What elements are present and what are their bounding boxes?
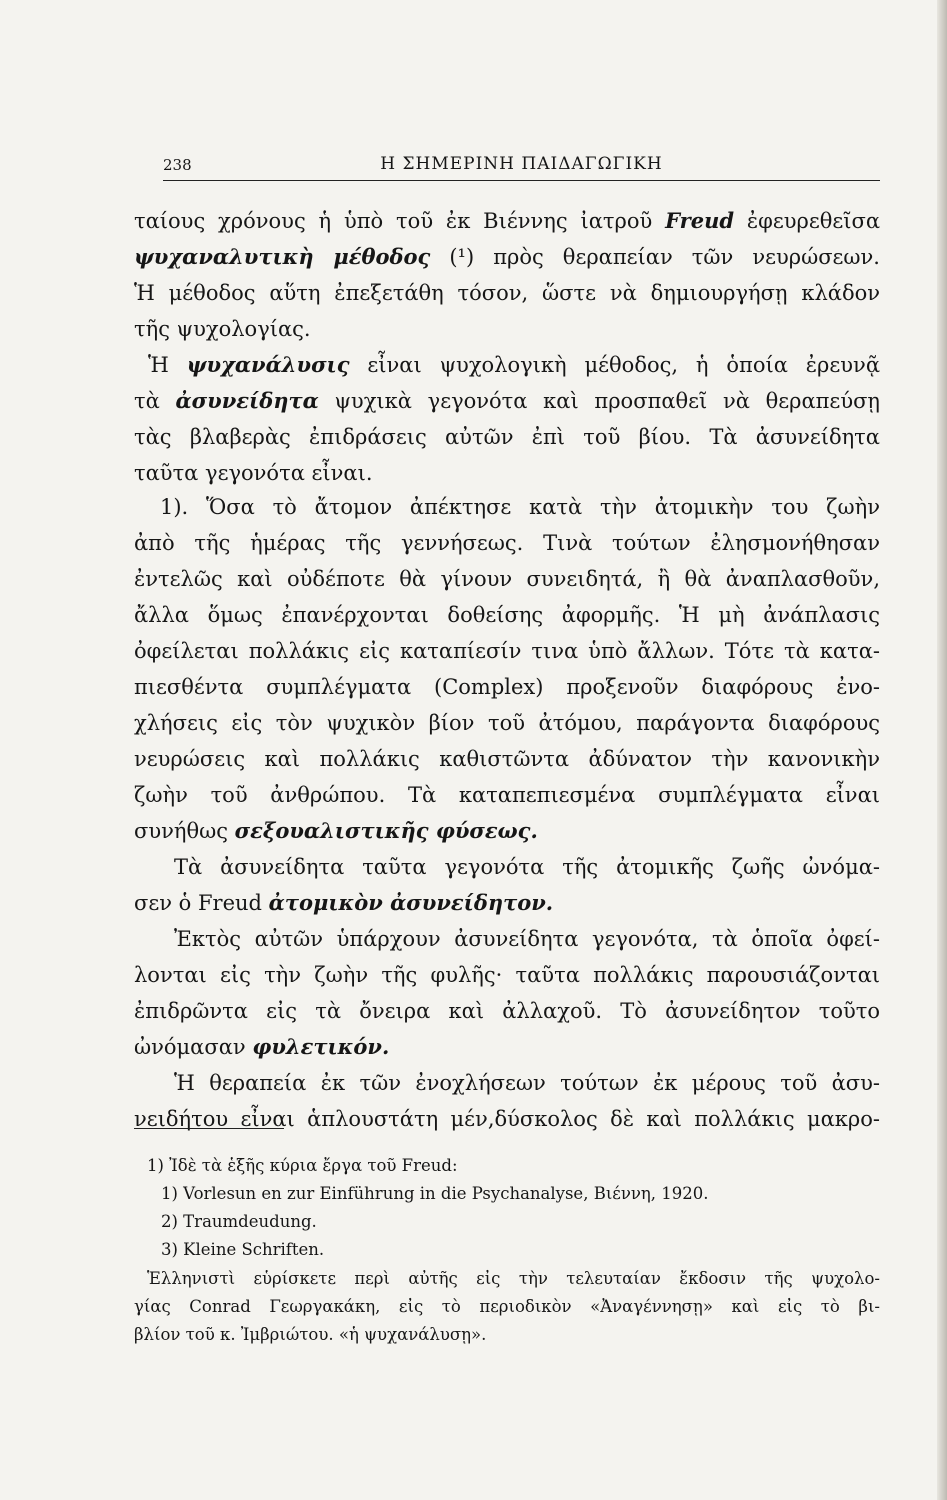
emphasis-run: σεξουαλιστικῆς φύσεως.: [234, 818, 538, 843]
text-run: σεν ὁ Freud: [134, 891, 269, 915]
emphasis-run: ἀτομικὸν ἀσυνείδητον.: [268, 890, 554, 915]
text-line: ἐπιδρῶντα εἰς τὰ ὄνειρα καὶ ἀλλαχοῦ. Τὸ ἀσυνείδητον τοῦτο: [134, 999, 880, 1023]
emphasis-run: ψυχανάλυσις: [186, 352, 350, 377]
text-line: [134, 888, 880, 918]
emphasis-run: ψυχαναλυτικὴ μέθοδος: [134, 244, 431, 269]
emphasis-run: Freud: [665, 208, 735, 233]
text-line: πιεσθέντα συμπλέγματα (Complex) προξενοῦν διαφόρους ἐνο-: [134, 675, 880, 699]
text-line: ἀπὸ τῆς ἡμέρας τῆς γεννήσεως. Τινὰ τούτων ἐλησμονήθησαν: [134, 531, 880, 555]
footnote-divider: [134, 1128, 284, 1129]
footnote-line: 3) Kleine Schriften.: [161, 1240, 325, 1259]
text-line: [134, 242, 880, 272]
text-line: Ἡ μέθοδος αὕτη ἐπεξετάθη τόσον, ὥστε νὰ δημιουργήσῃ κλάδον: [134, 281, 880, 305]
footnote-line: Ἑλληνιστὶ εὑρίσκετε περὶ αὐτῆς εἰς τὴν τελευταίαν ἔκδοσιν τῆς ψυχολο-: [147, 1269, 880, 1288]
text-line: [148, 350, 880, 380]
text-line: Ἐκτὸς αὐτῶν ὑπάρχουν ἀσυνείδητα γεγονότα, τὰ ὁποῖα ὀφεί-: [174, 927, 880, 951]
text-line: τῆς ψυχολογίας.: [134, 317, 311, 341]
text-line: χλήσεις εἰς τὸν ψυχικὸν βίον τοῦ ἀτόμου, παράγοντα διαφόρους: [134, 711, 880, 735]
text-line: ταῦτα γεγονότα εἶναι.: [134, 461, 373, 485]
text-run: ψυχικὰ γεγονότα καὶ προσπαθεῖ νὰ θεραπεύσῃ: [318, 389, 880, 413]
text-run: ταίους χρόνους ἡ ὑπὸ τοῦ ἐκ Βιέννης ἰατροῦ: [134, 209, 666, 233]
text-run: Ἡ: [148, 353, 187, 377]
text-line: Ἡ θεραπεία ἐκ τῶν ἐνοχλήσεων τούτων ἐκ μέρους τοῦ ἀσυ-: [174, 1071, 880, 1095]
text-line: Τὰ ἀσυνείδητα ταῦτα γεγονότα τῆς ἀτομικῆς ζωῆς ὠνόμα-: [174, 855, 880, 879]
text-line: λονται εἰς τὴν ζωὴν τῆς φυλῆς· ταῦτα πολλάκις παρουσιάζονται: [134, 963, 880, 987]
footnote-line: γίας Conrad Γεωργακάκη, εἰς τὸ περιοδικὸν «Ἀναγέννησῃ» καὶ εἰς τὸ βι-: [134, 1297, 880, 1316]
text-run: εἶναι ψυχολογικὴ μέθοδος, ἡ ὁποία ἐρευνᾷ: [349, 353, 880, 377]
text-line: [134, 1032, 880, 1062]
text-line: [134, 386, 880, 416]
running-header: [163, 154, 880, 181]
footnote-line: 1) Ἰδὲ τὰ ἑξῆς κύρια ἔργα τοῦ Freud:: [147, 1156, 458, 1175]
page-edge: [937, 0, 947, 1500]
page-number: 238: [163, 156, 192, 174]
text-run: συνήθως: [134, 819, 235, 843]
text-line: 1). Ὅσα τὸ ἄτομον ἀπέκτησε κατὰ τὴν ἀτομικὴν του ζωὴν: [160, 495, 880, 519]
emphasis-run: ἀσυνείδητα: [175, 388, 319, 413]
text-line: ζωὴν τοῦ ἀνθρώπου. Τὰ καταπεπιεσμένα συμπλέγματα εἶναι: [134, 783, 880, 807]
footnote-line: βλίον τοῦ κ. Ἰμβριώτου. «ἡ ψυχανάλυσῃ».: [134, 1325, 487, 1344]
footnote-line: 1) Vorlesun en zur Einführung in die Psychanalyse, Βιέννη, 1920.: [161, 1184, 709, 1203]
emphasis-run: φυλετικόν.: [252, 1034, 390, 1059]
text-line: νειδήτου εἶναι ἁπλουστάτη μέν,δύσκολος δὲ καὶ πολλάκις μακρο-: [134, 1107, 880, 1131]
text-line: ὀφείλεται πολλάκις εἰς καταπίεσίν τινα ὑπὸ ἄλλων. Τότε τὰ κατα-: [134, 639, 880, 663]
text-line: νευρώσεις καὶ πολλάκις καθιστῶντα ἀδύνατον τὴν κανονικὴν: [134, 747, 880, 771]
text-run: (¹) πρὸς θεραπείαν τῶν νευρώσεων.: [430, 245, 880, 269]
footnote-line: 2) Traumdeudung.: [161, 1212, 317, 1231]
text-run: ἐφευρεθεῖσα: [734, 209, 880, 233]
text-run: τὰ: [134, 389, 176, 413]
text-line: ἐντελῶς καὶ οὐδέποτε θὰ γίνουν συνειδητά, ἢ θὰ ἀναπλασθοῦν,: [134, 567, 880, 591]
text-line: ἄλλα ὅμως ἐπανέρχονται δοθείσης ἀφορμῆς. Ἡ μὴ ἀνάπλασις: [134, 603, 880, 627]
text-line: [134, 816, 880, 846]
text-run: ὠνόμασαν: [134, 1035, 253, 1059]
text-line: [134, 206, 880, 236]
text-line: τὰς βλαβερὰς ἐπιδράσεις αὐτῶν ἐπὶ τοῦ βίου. Τὰ ἀσυνείδητα: [134, 425, 880, 449]
running-title: Η ΣΗΜΕΡΙΝΗ ΠΑΙΔΑΓΩΓΙΚΗ: [380, 154, 663, 174]
